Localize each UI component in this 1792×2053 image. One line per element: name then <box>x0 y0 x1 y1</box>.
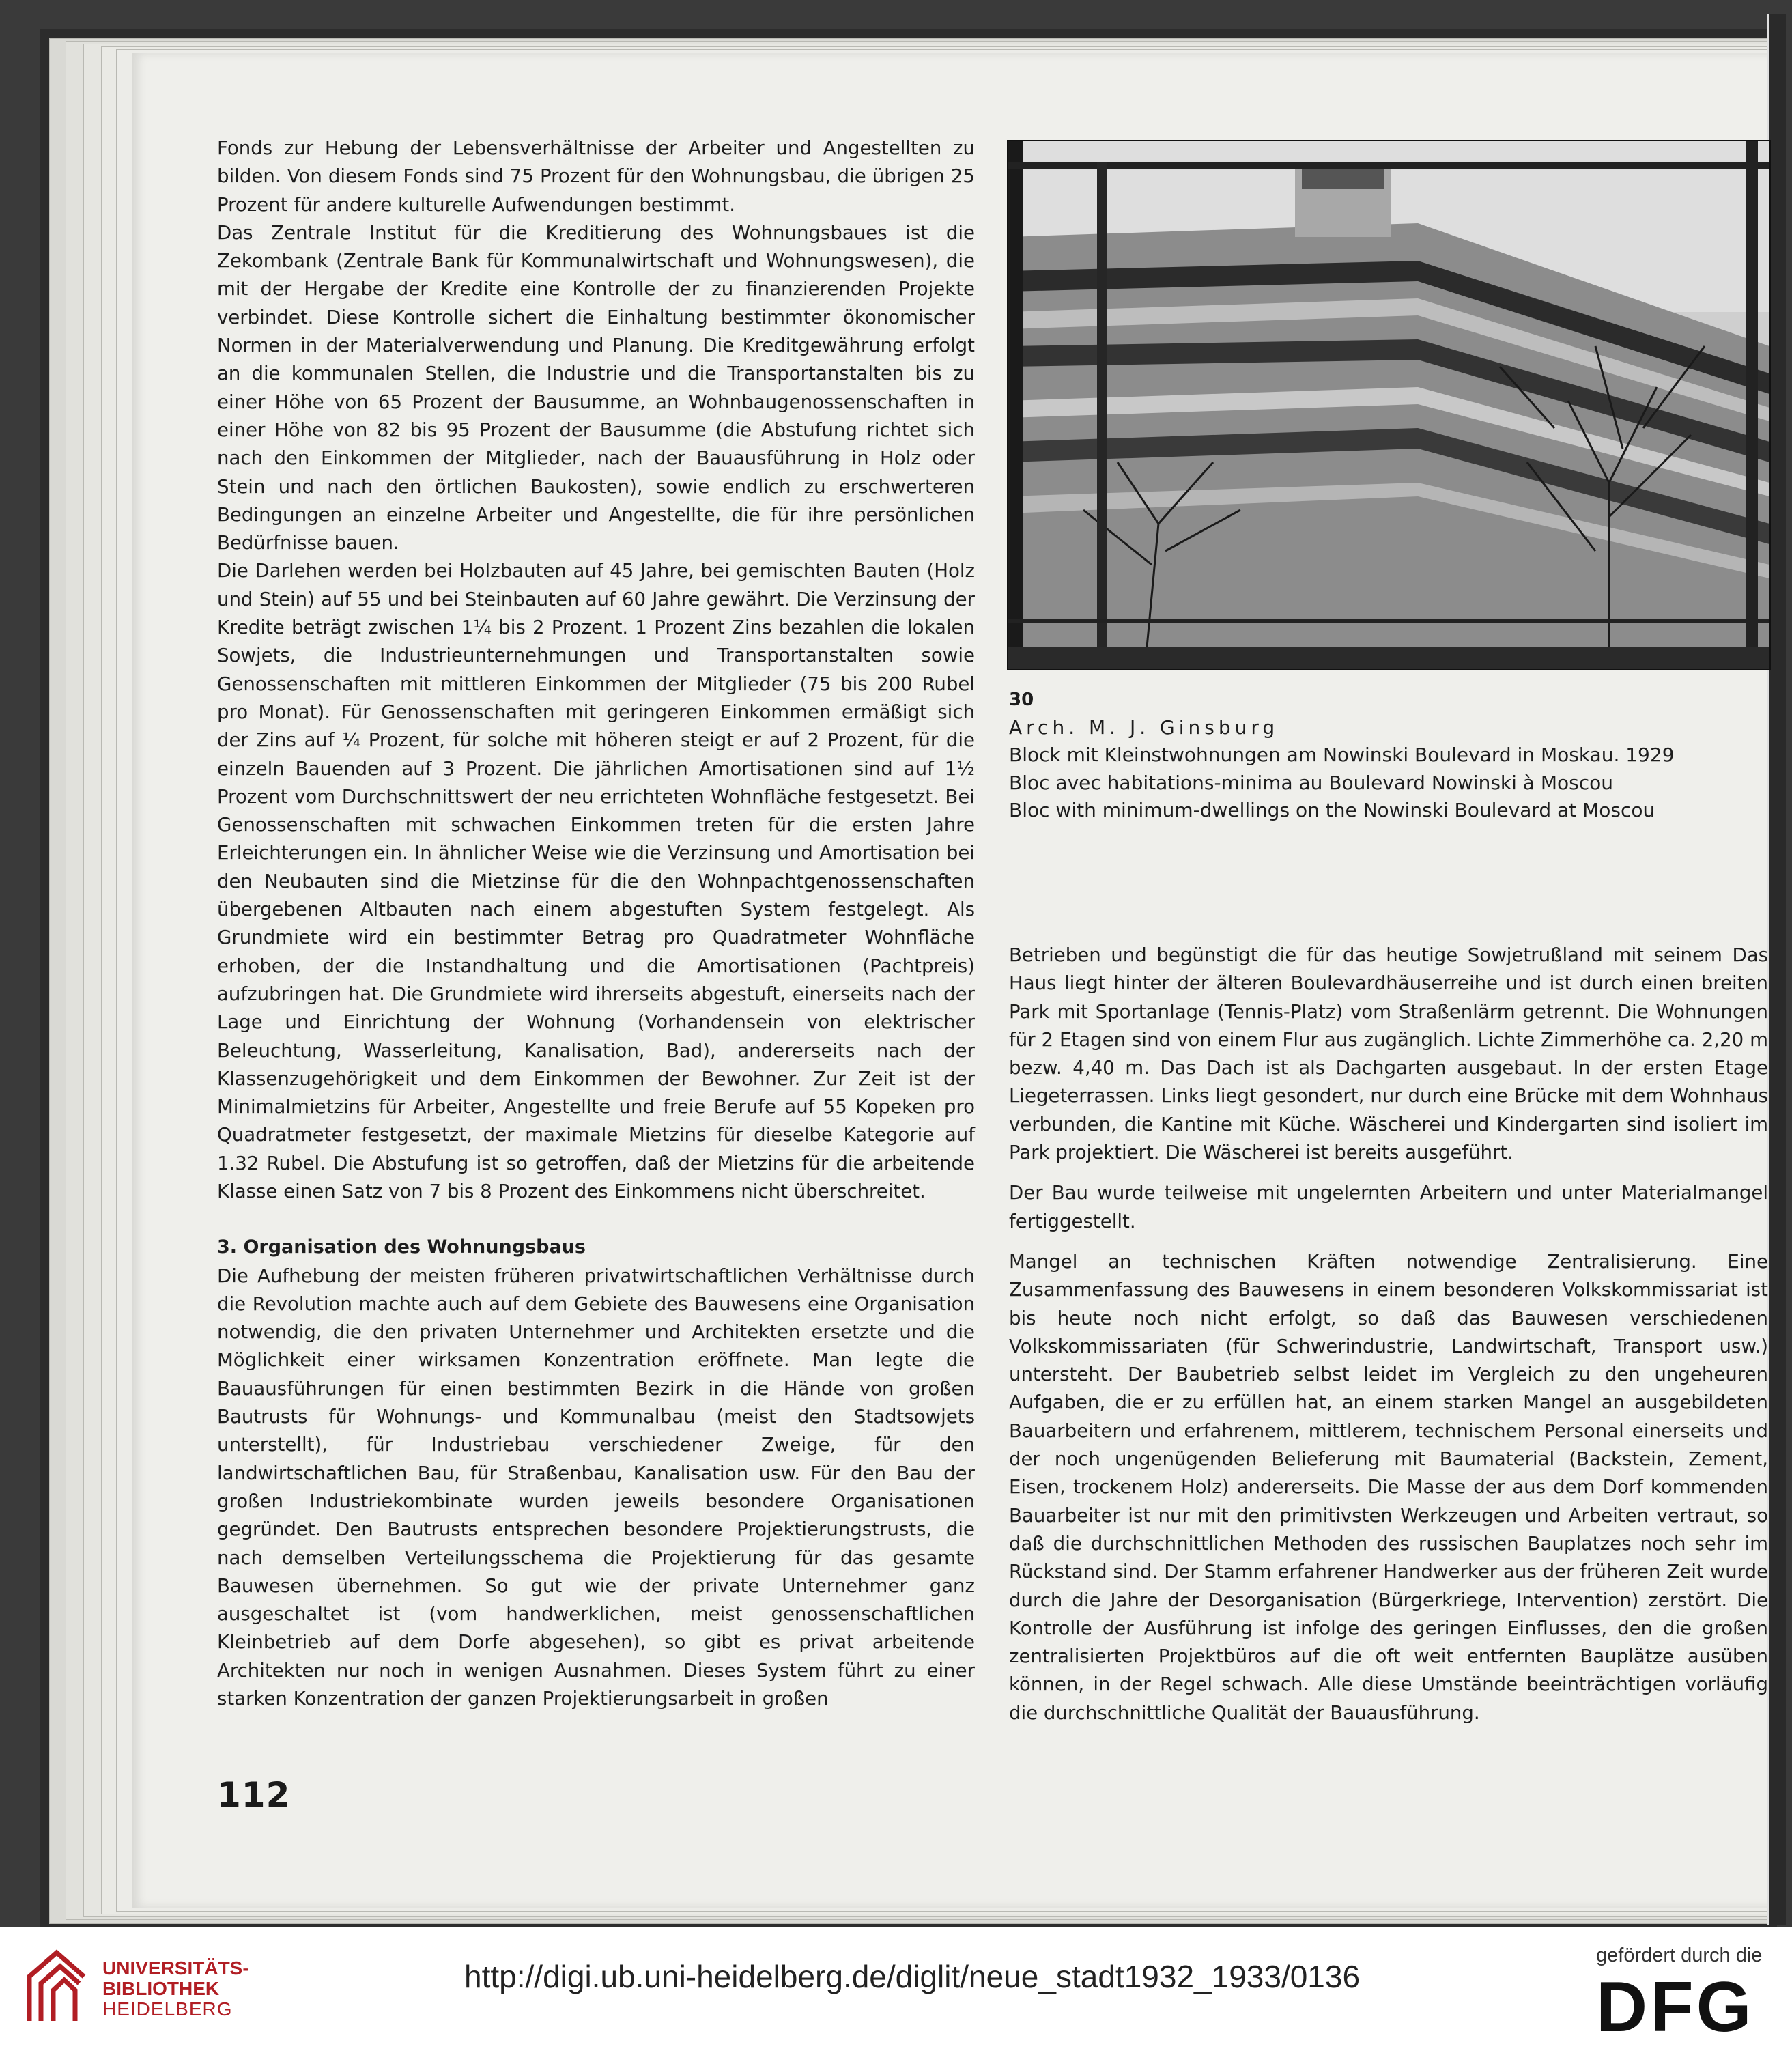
paragraph: Fonds zur Hebung der Lebensverhältnisse der Arbeiter und Angestellten zu bilden. Von diesem Fonds sind 75 Prozent für den Wohnungsbau, die übrigen 25 Prozent für andere kulturelle Aufwendungen bestimmt. <box>217 137 975 216</box>
paragraph: Der Bau wurde teilweise mit ungelernten Arbeitern und unter Materialmangel fertiggestellt. <box>1009 1181 1768 1232</box>
figure-caption <box>1009 686 1774 825</box>
paragraph: Mangel an technischen Kräften notwendige Zentralisierung. Eine Zusammenfassung des Bauwesens in einem besonderen Volkskommissariat ist bis heute noch nicht erfolgt, so daß das Bauwesen verschiedenen Volkskommissariaten (für Schwerindustrie, Landwirtschaft, Transport usw.) untersteht. Der Baubetrieb selbst leidet im Vergleich zu den ungeheuren Aufgaben, die er zu erfüllen hat, an einem starken Mangel an ausgebildeten Bauarbeitern und erfahrenem, mittlerem, technischem Personal einerseits und der noch ungenügenden Belieferung mit Baumaterial (Backstein, Zement, Eisen, trockenem Holz) andererseits. Die Masse der aus dem Dorf kommenden Bauarbeiter ist nur mit den primitivsten Werkzeugen und Arbeiten vertraut, so daß die durchschnittlichen Methoden des russischen Bauplatzes noch sehr im Rückstand sind. Der Stamm erfahrener Handwerker aus der früheren Zeit wurde durch die Jahre der Desorganisation (Bürgerkriege, Intervention) zerstört. Die Kontrolle der Ausführung ist infolge des geringen Einflusses, den die großen zentralisierten Projektbüros auf die oft weit entfernten Bauplätze ausüben können, in der Regel schwach. Alle diese Umstände beeinträchtigen vorläufig die durchschnittliche Qualität der Bauausführung. <box>1009 1249 1768 1724</box>
caption-german: Block mit Kleinstwohnungen am Nowinski Boulevard in Moskau. 1929 <box>1009 744 1675 766</box>
logo-line: HEIDELBERG <box>102 1998 233 2020</box>
paragraph: Betrieben und begünstigt die für das heutige Sowjetrußland mit seinem Das Haus liegt hinter der älteren Boulevardhäuserreihe und ist durch einen breiten Park mit Sportanlage (Tennis-Platz) vom Straßenlärm getrennt. Die Wohnungen für 2 Etagen sind von einem Flur aus zugänglich. Lichte Zimmerhöhe ca. 2,20 m bezw. 4,40 m. Das Dach ist als Dachgarten ausgebaut. In der ersten Etage Liegeterrassen. Links liegt gesondert, nur durch eine Brücke mit dem Wohnhaus verbunden, die Kantine mit Küche. Wäscherei und Kindergarten sind isoliert im Park projektiert. Die Wäscherei ist bereits ausgeführt. <box>1009 944 1768 1164</box>
spacer <box>217 1205 975 1233</box>
logo-line: BIBLIOTHEK <box>102 1978 220 1999</box>
logo-line: UNIVERSITÄTS- <box>102 1957 249 1979</box>
caption-architect: Arch. M. J. Ginsburg <box>1009 716 1279 739</box>
caption-english: Bloc with minimum-dwellings on the Nowinski Boulevard at Moscou <box>1009 799 1655 821</box>
paragraph: Die Aufhebung der meisten früheren privatwirtschaftlichen Verhältnisse durch die Revolution machte auch auf dem Gebiete des Bauwesens eine Organisation notwendig, die den privaten Unternehmer und Architekten ersetzte und die Möglichkeit einer wirksamen Konzentration eröffnete. Man legte die Bauausführungen für einen bestimmten Bezirk in die Hände von großen Bautrusts für Wohnungs- und Kommunalbau (meist den Stadtsowjets unterstellt), für Industriebau verschiedener Zweige, für den landwirtschaftlichen Bau, für Straßenbau, Kanalisation usw. Für den Bau der großen Industriekombinate wurden jeweils besondere Organisationen gegründet. Den Bautrusts entsprechen besondere Projektierungstrusts, die nach demselben Verteilungsschema die Projektierung für das gesamte Bauwesen übernehmen. So gut wie der private Unternehmer ganz ausgeschaltet ist (vom handwerklichen, meist genossenschaftlichen Kleinbetrieb auf dem Dorfe abgesehen), so gibt es privat arbeitende Architekten nur noch in wenigen Ausnahmen. Dieses System führt zu einer starken Konzentration der ganzen Projektierungsarbeit in großen <box>217 1264 975 1710</box>
figure-number: 30 <box>1009 690 1034 710</box>
page-number: 112 <box>217 1775 291 1815</box>
source-url-link[interactable]: http://digi.ub.uni-heidelberg.de/diglit/neue_stadt1932_1933/0136 <box>464 1959 1361 1994</box>
right-text-column <box>1009 941 1768 1727</box>
left-text-column <box>217 134 975 1712</box>
university-logo-icon[interactable] <box>19 1946 94 2028</box>
building-photo <box>1007 140 1771 670</box>
caption-french: Bloc avec habitations-minima au Boulevard Nowinski à Moscou <box>1009 771 1614 794</box>
paragraph: Die Darlehen werden bei Holzbauten auf 45 Jahre, bei gemischten Bauten (Holz und Stein) auf 55 und bei Steinbauten auf 60 Jahre gewährt. Die Verzinsung der Kredite beträgt zwischen 1¼ bis 2 Prozent. 1 Prozent Zins bezahlen die lokalen Sowjets, die Industrieunternehmungen und Transportanstalten sowie Genossenschaften mit mittleren Einkommen der Mitglieder (75 bis 200 Rubel pro Monat). Für Genossenschaften mit geringeren Einkommen ermäßigt sich der Zins auf ¼ Prozent, für solche mit höheren steigt er auf 2 Prozent, für die einzeln Bauenden auf 3 Prozent. Die jährlichen Amortisationen sind auf 1½ Prozent vom Durchschnittswert der neu errichteten Wohnfläche festgesetzt. Bei Genossenschaften mit schwachen Einkommen treten für die ersten Jahre Erleichterungen ein. In ähnlicher Weise wie die Verzinsung und Amortisation bei den Neubauten sind die Mietzinse für die den Wohnpachtgenossenschaften übergebenen Altbauten nach einem abgestuften System festgelegt. Als Grundmiete wird ein bestimmter Betrag pro Quadratmeter Wohnfläche erhoben, der die Instandhaltung und die Amortisationen (Pachtpreis) aufzubringen hat. Die Grundmiete wird ihrerseits abgestuft, einerseits nach der Lage und Einrichtung der Wohnung (Vorhandensein von elektrischer Beleuchtung, Wasserleitung, Kanalisation, Bad), andererseits nach der Klassenzugehörigkeit und dem Einkommen der Bewohner. Zur Zeit ist der Minimalmietzins für Arbeiter, Angestellte und freie Berufe auf 55 Kopeken pro Quadratmeter festgesetzt, der maximale Mietzins für dieselbe Kategorie auf 1.32 Rubel. Die Abstufung ist so getroffen, daß der Mietzins für die arbeitende Klasse einen Satz von 7 bis 8 Prozent des Einkommens nicht überschreitet. <box>217 559 975 1202</box>
university-logo-text[interactable] <box>102 1958 249 2020</box>
funding-label: gefördert durch die <box>1596 1944 1763 1966</box>
spacer <box>1009 1235 1768 1247</box>
paragraph: Das Zentrale Institut für die Kreditierung des Wohnungsbaues ist die Zekombank (Zentrale Bank für Kommunalwirtschaft und Wohnungswesen), die mit der Hergabe der Kredite eine Kontrolle der zu finanzierenden Projekte verbindet. Diese Kontrolle sichert die Einhaltung bestimmter ökonomischer Normen in der Materialverwendung und Planung. Die Kreditgewährung erfolgt an die kommunalen Stellen, die Industrie und die Transportanstalten bis zu einer Höhe von 65 Prozent der Bausumme, an Wohnbaugenossenschaften in einer Höhe von 82 bis 95 Prozent der Bausumme (die Abstufung richtet sich nach den Einkommen der Mitglieder, nach der Bauausführung in Holz oder Stein und nach den örtlichen Baukosten), sowie endlich zu erschwerteren Bedingungen an einzelne Arbeiter und Angestellte, die für ihre persönlichen Bedürfnisse bauen. <box>217 221 975 554</box>
dfg-logo[interactable]: DFG <box>1596 1968 1754 2047</box>
section-heading: 3. Organisation des Wohnungsbaus <box>217 1236 586 1258</box>
spacer <box>1009 1166 1768 1178</box>
